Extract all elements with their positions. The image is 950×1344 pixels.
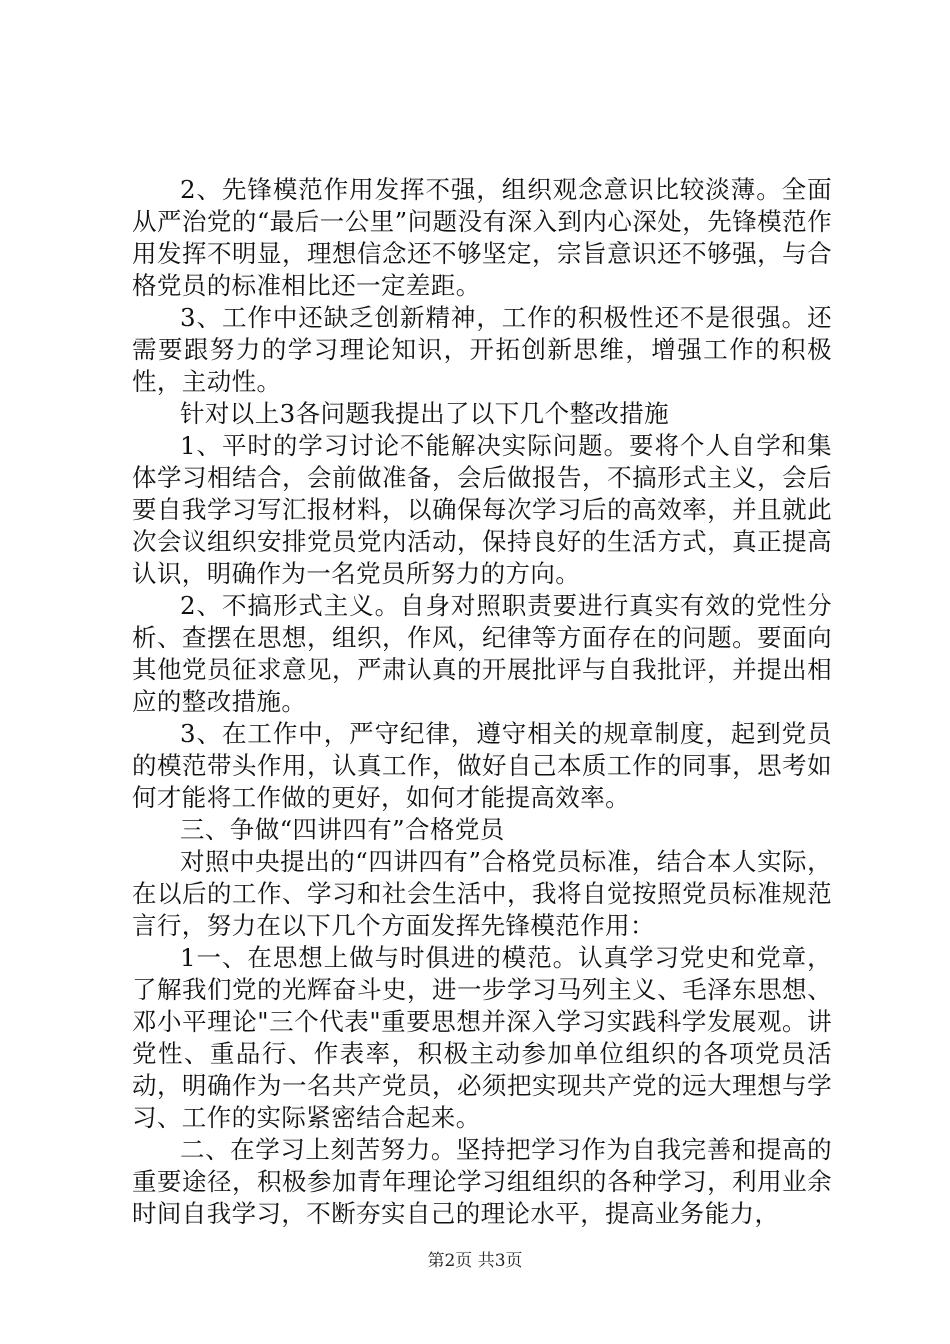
paragraph-measure-3: 3、在工作中，严守纪律，遵守相关的规章制度，起到党员的模范带头作用，认真工作，做好自己本质工作的同事，思考如何才能将工作做的更好，如何才能提高效率。 (132, 719, 832, 812)
paragraph-measures-intro: 针对以上3各问题我提出了以下几个整改措施 (180, 399, 670, 428)
paragraph-measure-1: 1、平时的学习讨论不能解决实际问题。要将个人自学和集体学习相结合，会前做准备，会后做报告，不搞形式主义，会后要自我学习写汇报材料，以确保每次学习后的高效率，并且就此次会议组织安排党员党内活动，保持良好的生活方式，真正提高认识，明确作为一名党员所努力的方向。 (132, 431, 832, 588)
section-heading-3: 三、争做“四讲四有”合格党员 (180, 815, 505, 844)
document-body (132, 174, 832, 1230)
paragraph-problem-3: 3、工作中还缺乏创新精神，工作的积极性还不是很强。还需要跟努力的学习理论知识，开拓创新思维，增强工作的积极性，主动性。 (132, 303, 832, 396)
paragraph-study: 二、在学习上刻苦努力。坚持把学习作为自我完善和提高的重要途径，积极参加青年理论学习组组织的各种学习，利用业余时间自我学习，不断夯实自己的理论水平，提高业务能力， (132, 1135, 832, 1228)
paragraph-thought: 1一、在思想上做与时俱进的模范。认真学习党史和党章，了解我们党的光辉奋斗史，进一步学习马列主义、毛泽东思想、邓小平理论"三个代表"重要思想并深入学习实践科学发展观。讲党性、重品行、作表率，积极主动参加单位组织的各项党员活动，明确作为一名共产党员，必须把实现共产党的远大理想与学习、工作的实际紧密结合起来。 (132, 943, 832, 1132)
paragraph-measure-2: 2、不搞形式主义。自身对照职责要进行真实有效的党性分析、查摆在思想，组织，作风，纪律等方面存在的问题。要面向其他党员征求意见，严肃认真的开展批评与自我批评，并提出相应的整改措施。 (132, 591, 832, 716)
paragraph-problem-2: 2、先锋模范作用发挥不强，组织观念意识比较淡薄。全面从严治党的“最后一公里”问题没有深入到内心深处，先锋模范作用发挥不明显，理想信念还不够坚定，宗旨意识还不够强，与合格党员的标准相比还一定差距。 (132, 175, 832, 300)
paragraph-section-3-intro: 对照中央提出的“四讲四有”合格党员标准，结合本人实际，在以后的工作、学习和社会生活中，我将自觉按照党员标准规范言行，努力在以下几个方面发挥先锋模范作用： (132, 847, 832, 940)
page-footer: 第2页 共3页 (427, 1251, 523, 1271)
